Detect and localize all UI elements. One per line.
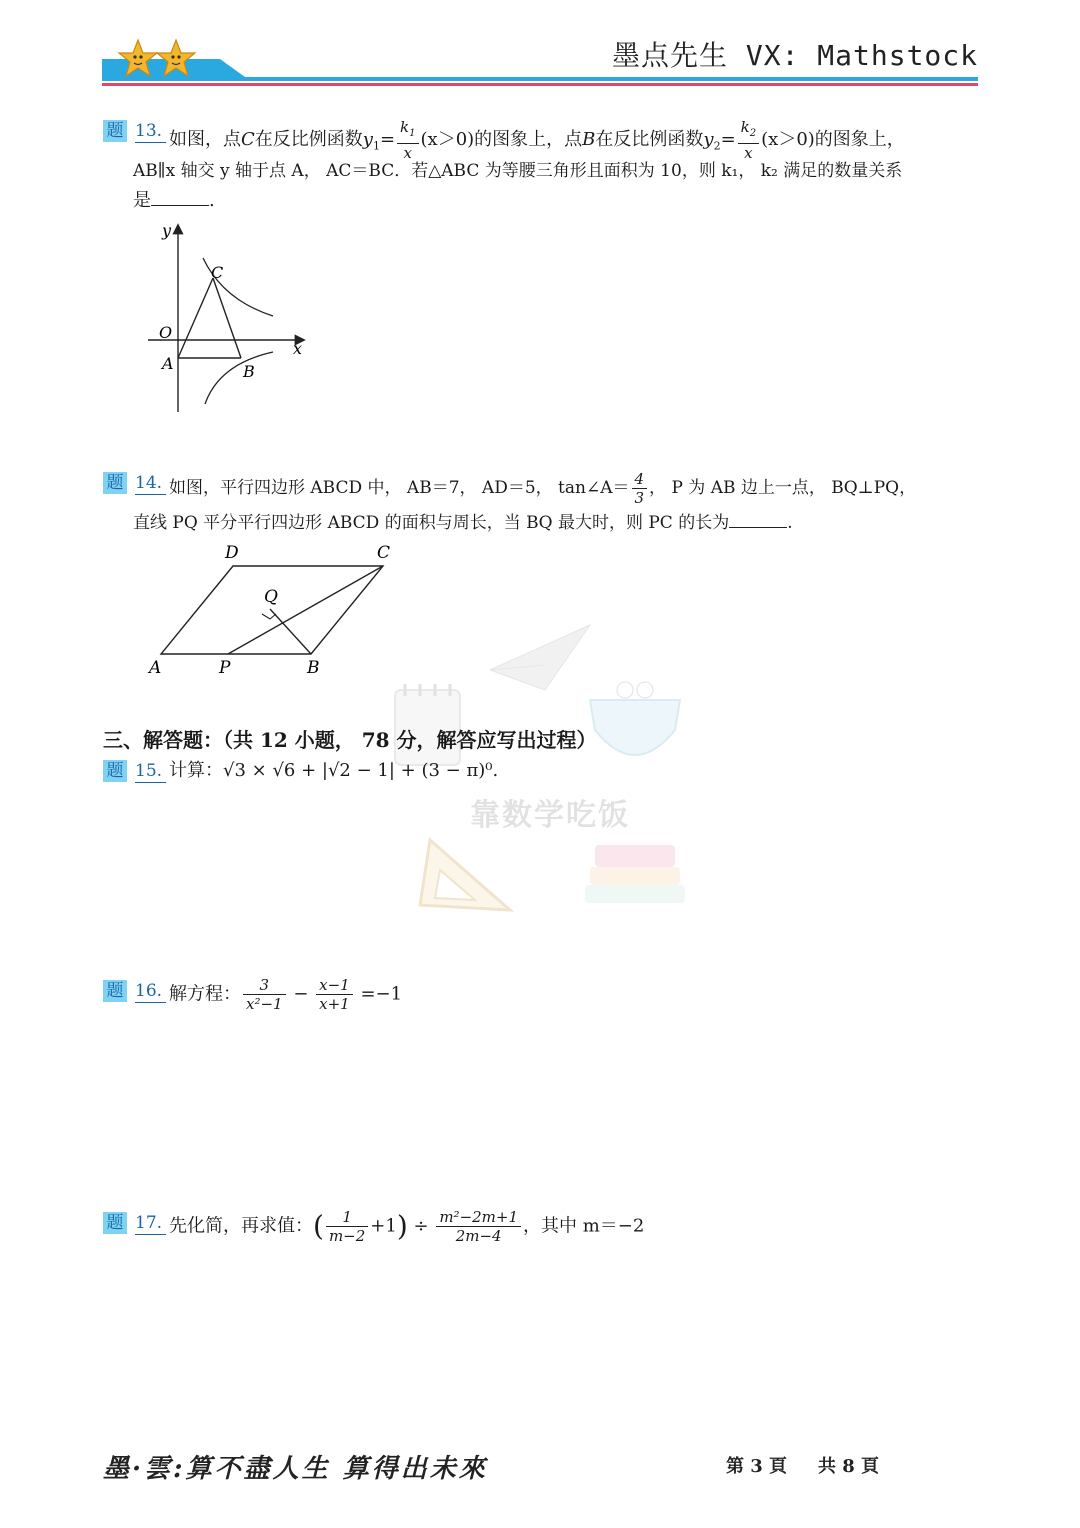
question-badge: 题 <box>103 120 127 142</box>
subscript: 1 <box>372 139 380 153</box>
frac-den: 2m−4 <box>455 1227 502 1245</box>
label-a: A <box>149 658 162 678</box>
frac-num: x−1 <box>316 976 353 995</box>
frac-num: k <box>400 118 410 136</box>
question-text-line-1 <box>169 118 905 162</box>
question-text-line-1 <box>169 470 916 507</box>
footer-motto: 墨·雲:算不盡人生 算得出未來 <box>103 1454 488 1484</box>
fraction-1-over-m-2 <box>326 1208 368 1245</box>
label-x: x <box>293 339 303 358</box>
answer-blank[interactable] <box>729 511 787 528</box>
text-segment: 的图象上， <box>814 129 905 150</box>
curve-lower <box>205 352 273 404</box>
text-segment: . <box>209 190 215 211</box>
question-text-line-3 <box>133 188 215 214</box>
equals-sign: = <box>720 129 736 150</box>
label-c: C <box>211 263 224 282</box>
text-segment: 在反比例函数 <box>595 129 704 150</box>
parallelogram-abcd <box>161 566 383 654</box>
frac-num: k <box>740 118 750 136</box>
text-segment: 是 <box>133 190 151 211</box>
segment-ac <box>178 278 213 358</box>
text-segment: 在反比例函数 <box>254 129 363 150</box>
domain-condition: (x＞0) <box>761 129 815 150</box>
frac-den: x <box>403 144 413 162</box>
question-15 <box>103 756 983 790</box>
var-b: B <box>582 129 596 150</box>
segment-pc <box>228 566 383 654</box>
watermark-text: 靠数学吃饭 <box>470 798 630 833</box>
question-16 <box>103 970 983 1020</box>
frac-den: x²−1 <box>246 995 283 1013</box>
label-b: B <box>243 362 255 381</box>
subscript: 1 <box>409 128 416 139</box>
frac-num: m²−2m+1 <box>436 1208 521 1227</box>
text-segment: ，其中 m＝−2 <box>523 1215 645 1237</box>
question-text <box>169 976 402 1013</box>
label-b: B <box>307 658 320 678</box>
question-text: 计算：√3 × √6 + |√2 − 1| + (3 − π)⁰. <box>169 760 499 781</box>
paper-plane-icon <box>485 620 595 700</box>
question-number: 17. <box>135 1212 166 1235</box>
star-mascot-icon <box>116 38 200 82</box>
domain-condition: (x＞0) <box>420 129 475 150</box>
answer-blank[interactable] <box>151 189 209 206</box>
label-d: D <box>225 543 239 563</box>
frac-num: 4 <box>632 470 648 489</box>
question-text-line-2: AB∥x 轴交 y 轴于点 A， AC＝BC．若△ABC 为等腰三角形且面积为 10，则 k₁， k₂ 满足的数量关系 <box>133 161 903 181</box>
text-segment: 如图，点 <box>169 129 241 150</box>
header <box>0 0 1080 100</box>
question-13 <box>103 116 983 416</box>
label-q: Q <box>264 587 278 607</box>
question-number: 13. <box>135 120 166 143</box>
question-number: 15. <box>135 760 166 783</box>
fraction-m2-2m+1-over-2m-4 <box>436 1208 521 1245</box>
equals-sign: = <box>379 129 396 150</box>
question-badge: 题 <box>103 980 127 1002</box>
right-hand-side: =−1 <box>360 983 403 1005</box>
triangle-ruler-icon <box>400 830 520 920</box>
text-segment: 先化简，再求值： <box>169 1215 313 1237</box>
page-number: 第 3 頁 <box>726 1456 788 1477</box>
frac-num: 1 <box>326 1208 368 1227</box>
label-p: P <box>219 658 231 678</box>
text-segment: ， P 为 AB 边上一点， BQ⊥PQ， <box>649 478 917 498</box>
label-a: A <box>162 354 174 373</box>
question-text <box>169 1208 644 1245</box>
left-paren: ( <box>313 1209 324 1243</box>
segment-bq <box>270 609 311 654</box>
label-c: C <box>377 543 391 563</box>
question-badge: 题 <box>103 760 127 782</box>
label-y: y <box>162 221 172 240</box>
question-17 <box>103 1202 983 1252</box>
subscript: 2 <box>713 139 721 153</box>
subscript: 2 <box>749 128 757 139</box>
books-icon <box>580 835 690 920</box>
question-badge: 题 <box>103 1212 127 1234</box>
question-number: 16. <box>135 980 166 1003</box>
text-segment: 的图象上，点 <box>474 129 583 150</box>
var-y1: y <box>362 129 373 150</box>
var-y2: y <box>703 129 714 150</box>
figure-13-graph <box>143 220 323 420</box>
figure-14-parallelogram <box>143 540 413 680</box>
section-title: 三、解答题：（共 12 小题， 78 分，解答应写出过程） <box>103 728 597 752</box>
fraction-k2-over-x <box>738 118 759 162</box>
division-sign: ÷ <box>413 1215 429 1237</box>
var-c: C <box>241 129 255 150</box>
fraction-x-1-over-x+1 <box>316 976 353 1013</box>
text-segment: 解方程： <box>169 983 241 1005</box>
plus-one: +1 <box>370 1215 397 1237</box>
frac-num: 3 <box>243 976 286 995</box>
question-badge: 题 <box>103 472 127 494</box>
frac-den: 3 <box>634 489 645 507</box>
frac-den: x <box>744 144 753 162</box>
right-angle-mark <box>262 614 276 619</box>
question-number: 14. <box>135 472 166 495</box>
minus-sign: − <box>293 983 309 1005</box>
header-brand: 墨点先生 VX: Mathstock <box>612 39 979 72</box>
text-segment: . <box>787 513 793 533</box>
fraction-3-over-x2-1 <box>243 976 286 1013</box>
text-segment: 直线 PQ 平分平行四边形 ABCD 的面积与周长，当 BQ 最大时，则 PC 的长为 <box>133 513 730 533</box>
question-text-line-2 <box>133 510 793 536</box>
footer <box>0 1440 1080 1490</box>
page-total: 共 8 頁 <box>818 1456 880 1477</box>
fraction-4-over-3 <box>632 470 648 507</box>
frac-den: m−2 <box>328 1227 366 1245</box>
label-o: O <box>159 323 173 342</box>
text-segment: 如图，平行四边形 ABCD 中， AB＝7， AD＝5， tan∠A＝ <box>169 478 630 498</box>
right-paren: ) <box>396 1209 408 1243</box>
fraction-k1-over-x <box>397 118 418 162</box>
frac-den: x+1 <box>319 995 350 1013</box>
